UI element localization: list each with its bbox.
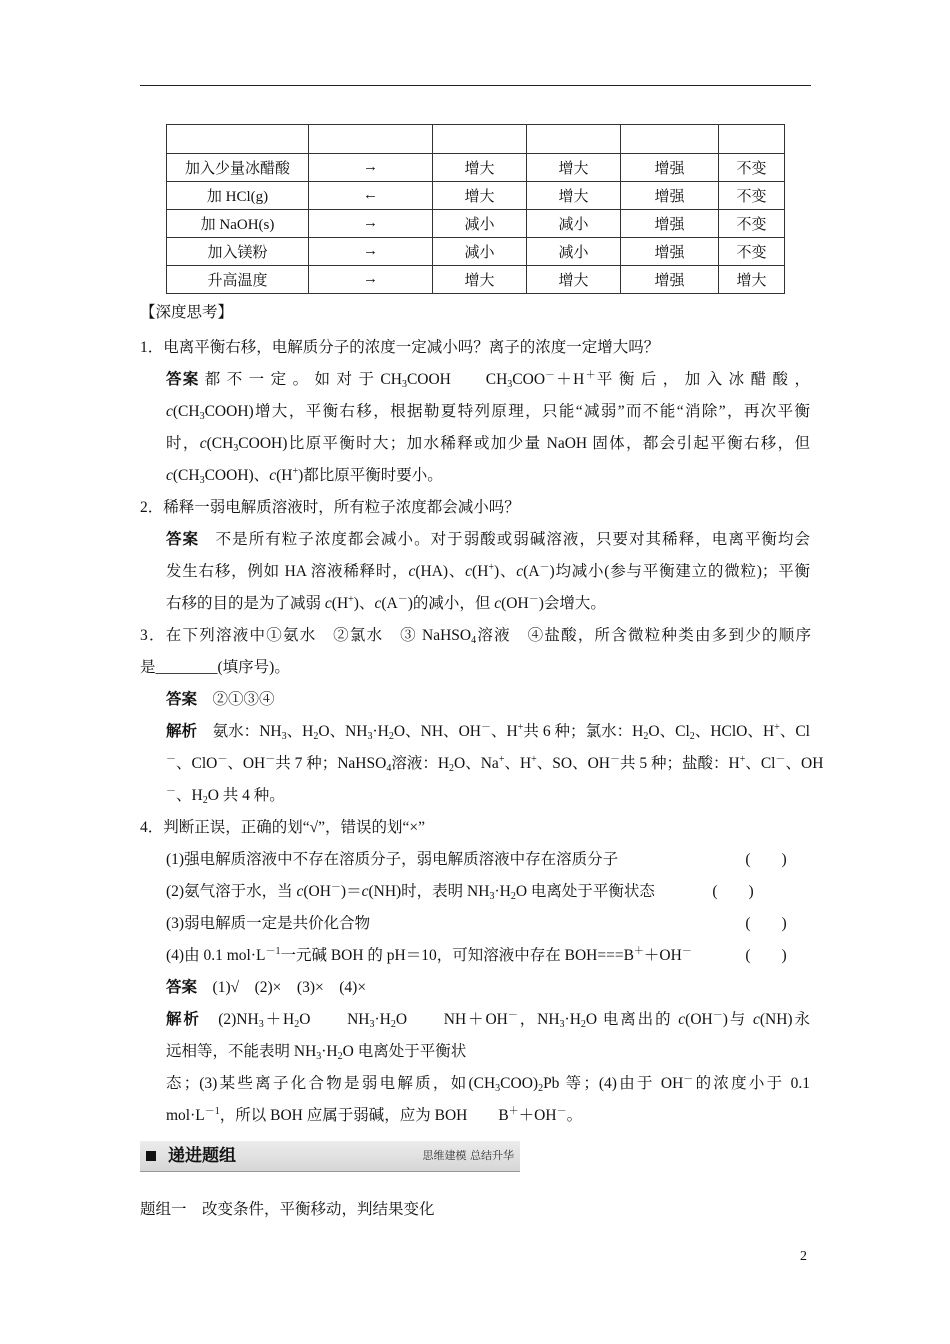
table-cell [719, 125, 785, 154]
table-cell: 增强 [621, 238, 719, 266]
table-cell: 不变 [719, 210, 785, 238]
table-cell: 减小 [433, 238, 527, 266]
question-3-line-1: 3．在下列溶液中①氨水 ②氯水 ③ NaHSO$_4$溶液 ④盐酸，所含微粒种类由多到少的顺序 [140, 627, 811, 646]
q4-item-2-blank: ( ) [712, 883, 754, 900]
table-cell [309, 125, 433, 154]
table-cell: 增强 [621, 266, 719, 294]
band-tagline: 思维建模 总结升华 [422, 1149, 514, 1162]
table-row [167, 266, 785, 294]
q1-answer-label: 答案 [166, 371, 200, 388]
q3-analysis-line-1: 解析 氨水：$NH_3$、$H_2O$、$NH_3\cdot H_2O$、NH、OH－、H+共 6 种；氯水：$H_2O$、$Cl_2$、HClO、H+、Cl [166, 722, 810, 742]
table-row [167, 238, 785, 266]
table-cell: 加 HCl(g) [167, 182, 309, 210]
question-3-line-2: 是________(填序号)。 [140, 659, 290, 676]
table-row [167, 210, 785, 238]
table-cell: 增大 [527, 266, 621, 294]
q2-answer-line-3: 右移的目的是为了减弱 c(H+)、c(A－)的减小，但 c(OH－)会增大。 [166, 594, 606, 612]
q3-number: 3． [140, 627, 166, 644]
table-cell: 减小 [527, 210, 621, 238]
table-cell [433, 125, 527, 154]
section-header-band [140, 1141, 520, 1172]
q4-analysis-line-4: $mol\cdot L^{-1}$，所以 BOH 应属于弱碱，应为 BOH B＋＋OH－。 [166, 1106, 583, 1124]
table-cell: 增大 [719, 266, 785, 294]
q1-number: 1． [140, 339, 164, 356]
table-row [167, 125, 785, 154]
q4-item-3-blank: ( ) [745, 915, 787, 932]
q4-item-1-blank: ( ) [745, 851, 787, 868]
table-cell: → [309, 154, 433, 182]
table-cell [527, 125, 621, 154]
table-cell: ← [309, 182, 433, 210]
q1-answer-line-1: 答案 都 不 一 定 。 如 对 于 $CH_3COOH$ $CH_3COO^-+H^+$平 衡 后 ， 加 入 冰 醋 酸 ， [166, 370, 810, 390]
page-number: 2 [800, 1249, 807, 1264]
table-cell: 增大 [433, 266, 527, 294]
table-cell: 升高温度 [167, 266, 309, 294]
section-heading: 【深度思考】 [140, 304, 234, 321]
q4-analysis-line-1: 解析 $(2)NH_3+H_2O$ $NH_3\cdot H_2O$ NH＋OH－，$NH_3\cdot H_2O$ 电离出的 c(OH－)与 c(NH)永 [166, 1010, 810, 1030]
table-cell: 增强 [621, 210, 719, 238]
table-cell: 加入少量冰醋酸 [167, 154, 309, 182]
table-cell: 增大 [433, 154, 527, 182]
band-title: 递进题组 [168, 1146, 236, 1166]
q1-answer-line-3: 时，$c(CH_3COOH)$比原平衡时大；加水稀释或加少量 NaOH 固体，都会引起平衡右移，但 [166, 435, 810, 454]
table-cell: → [309, 210, 433, 238]
q4-analysis-label: 解析 [166, 1011, 201, 1028]
q4-answer-value: (1)√ (2)× (3)× (4)× [212, 979, 367, 996]
table-cell: 增大 [527, 154, 621, 182]
table-cell: 不变 [719, 238, 785, 266]
question-4 [140, 818, 425, 838]
q2-answer-line-2: 发生右移，例如 HA 溶液稀释时，c(HA)、c(H+)、c(A－)均减小(参与平衡建立的微粒)；平衡 [166, 562, 810, 580]
q3-answer-label: 答案 [166, 691, 198, 708]
q4-item-4-blank: ( ) [745, 947, 787, 964]
ionization-effects-table [166, 124, 785, 294]
q3-analysis-line-2: －、ClO－、OH－共 7 种；NaHSO$_4$溶液：$H_2O$、Na+、H+、SO、OH－共 5 种；盐酸：H+、Cl－、OH [166, 754, 824, 774]
q4-answer [166, 978, 366, 998]
q2-answer-line-1: 答案 不是所有粒子浓度都会减小。对于弱酸或弱碱溶液，只要对其稀释，电离平衡均会 [166, 531, 810, 548]
table-cell: 增大 [433, 182, 527, 210]
question-1 [140, 338, 659, 358]
q4-item-3: (3)弱电解质一定是共价化合物 [166, 915, 371, 932]
q1-text: 电离平衡右移，电解质分子的浓度一定减小吗？离子的浓度一定增大吗？ [163, 339, 660, 356]
q4-item-1: (1)强电解质溶液中不存在溶质分子，弱电解质溶液中存在溶质分子 [166, 851, 619, 868]
table-cell: 减小 [527, 238, 621, 266]
header-rule [140, 85, 811, 86]
q4-item-4: (4)由 0.1 $mol\cdot L^{-1}$一元碱 BOH 的 pH＝10，可知溶液中存在 BOH===B＋＋OH－ [166, 946, 692, 964]
q4-text: 判断正误，正确的划“√”，错误的划“×” [163, 819, 426, 836]
q3-analysis-label: 解析 [166, 723, 198, 740]
table-cell: → [309, 266, 433, 294]
q1-answer-line-2: $c(CH_3COOH)$增大，平衡右移，根据勒夏特列原理，只能“减弱”而不能“消除”，再次平衡 [166, 403, 810, 422]
q2-number: 2． [140, 499, 164, 516]
q2-answer-label: 答案 [166, 531, 200, 548]
group-title: 题组一 改变条件，平衡移动，判结果变化 [140, 1201, 435, 1218]
table-cell: 减小 [433, 210, 527, 238]
q3-answer [166, 690, 275, 710]
table-cell: 不变 [719, 154, 785, 182]
table-row [167, 182, 785, 210]
question-2 [140, 498, 520, 518]
square-bullet-icon [146, 1151, 156, 1161]
q4-analysis-line-3: 态；(3)某些离子化合物是弱电解质，如$(CH_3COO)_2Pb$ 等；(4)由于 OH－的浓度小于 0.1 [166, 1074, 810, 1094]
q2-text: 稀释一弱电解质溶液时，所有粒子浓度都会减小吗？ [163, 499, 520, 516]
table-cell [621, 125, 719, 154]
table-cell: 加入镁粉 [167, 238, 309, 266]
table-cell: 增大 [527, 182, 621, 210]
table-cell: 不变 [719, 182, 785, 210]
q1-answer-line-4: $c(CH_3COOH)$、c(H+)都比原平衡时要小。 [166, 466, 443, 486]
q4-analysis-line-2: 远相等，不能表明 $NH_3\cdot H_2O$ 电离处于平衡状 [166, 1043, 467, 1062]
table-cell: 增强 [621, 154, 719, 182]
q4-item-2: (2)氨气溶于水，当 c(OH－)＝c(NH)时，表明 $NH_3\cdot H_2O$ 电离处于平衡状态 [166, 882, 655, 902]
q4-answer-label: 答案 [166, 979, 198, 996]
q3-analysis-line-3: －、$H_2O$ 共 4 种。 [166, 786, 285, 806]
q4-number: 4． [140, 819, 164, 836]
q3-answer-value: ②①③④ [212, 691, 275, 708]
table-cell [167, 125, 309, 154]
table-cell: 增强 [621, 182, 719, 210]
table-row [167, 154, 785, 182]
table-cell: 加 NaOH(s) [167, 210, 309, 238]
table-cell: → [309, 238, 433, 266]
